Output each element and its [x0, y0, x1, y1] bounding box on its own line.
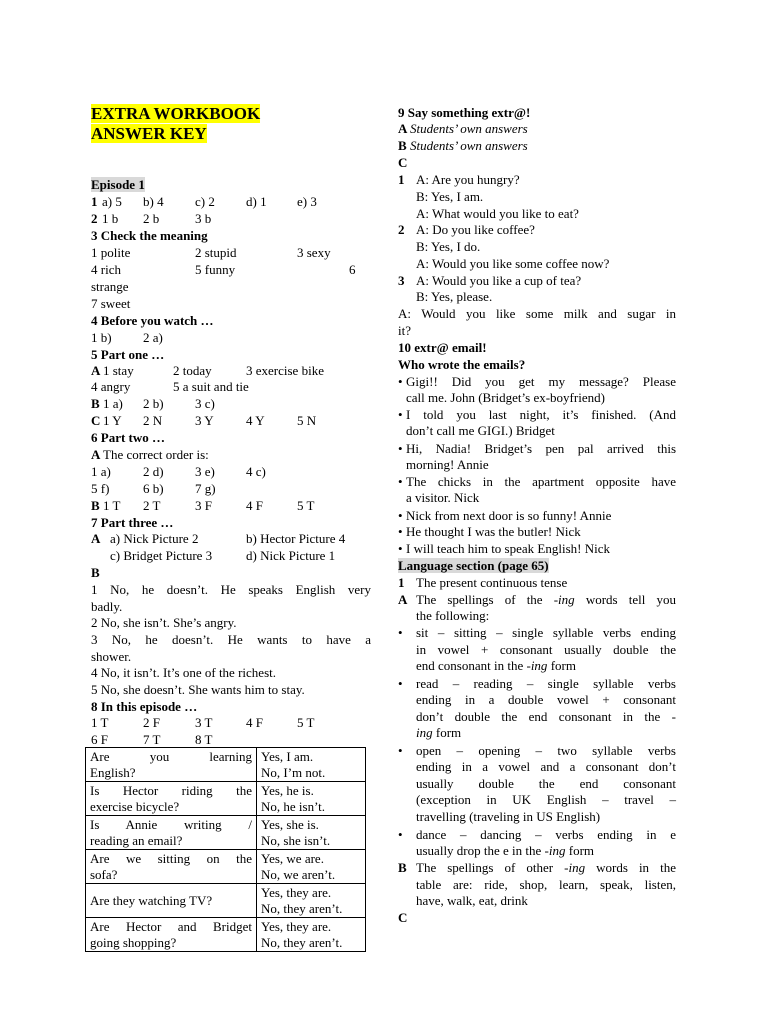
q3-heading: 3 Check the meaning: [91, 228, 208, 243]
q7-B2: 2 No, she isn’t. She’s angry.: [91, 615, 237, 630]
lang-C-label: C: [398, 910, 408, 925]
lang-item-1: 1 The present continuous tense: [398, 575, 568, 590]
q9-A: A Students’ own answers: [398, 121, 528, 136]
q10-subheading: Who wrote the emails?: [398, 357, 526, 372]
title-line-1: EXTRA WORKBOOK: [91, 104, 261, 123]
spelling-item-2: • read – reading – single syllable verbs: [398, 676, 676, 691]
bullet-icon: •: [398, 474, 403, 489]
bullet-icon: •: [398, 743, 403, 758]
q1-row: 1 a) 5 b) 4 c) 2 d) 1 e) 3: [91, 194, 317, 209]
q9-c2-line-1: 2 A: Do you like coffee?: [398, 222, 535, 237]
table-row: [86, 884, 366, 918]
spelling-item-1: • sit – sitting – single syllable verbs ending: [398, 625, 676, 640]
q6-heading: 6 Part two …: [91, 430, 166, 445]
q9-c4-line-1: A: Would you like some milk and sugar in: [398, 306, 676, 321]
table-question-cell: Are they watching TV?: [86, 884, 257, 918]
q5-B-row: B 1 a) 2 b) 3 c): [91, 396, 215, 411]
bullet-icon: •: [398, 541, 403, 556]
q7-B3-line-1: 3 No, he doesn’t. He wants to have a: [91, 632, 371, 647]
spelling-item-4: • dance – dancing – verbs ending in e: [398, 827, 676, 842]
q9-c3-line-1: 3 A: Would you like a cup of tea?: [398, 273, 582, 288]
language-section-heading: Language section (page 65): [398, 558, 549, 573]
table-question-cell: Is Annie writing / reading an email?: [86, 816, 257, 850]
table-question-cell: Is Hector riding the exercise bicycle?: [86, 782, 257, 816]
q7-A-row-1: A a) Nick Picture 2 b) Hector Picture 4: [91, 531, 346, 546]
spelling-item-3: • open – opening – two syllable verbs: [398, 743, 676, 758]
q8-heading: 8 In this episode …: [91, 699, 198, 714]
q6-A-row-2: 5 f) 6 b) 7 g): [91, 481, 216, 496]
q5-C-row: C 1 Y 2 N 3 Y 4 Y 5 N: [91, 413, 317, 428]
email-item-2: • I told you last night, it’s finished. (And: [398, 407, 676, 422]
table-row: [86, 850, 366, 884]
q2-row: 2 1 b 2 b 3 b: [91, 211, 212, 226]
q7-B5: 5 No, she doesn’t. She wants him to stay.: [91, 682, 305, 697]
table-answer-cell: Yes, they are. No, they aren’t.: [257, 884, 366, 918]
q8-row-1: 1 T 2 F 3 T 4 F 5 T: [91, 715, 315, 730]
table-row: [86, 782, 366, 816]
q7-B-label: B: [91, 565, 100, 580]
bullet-icon: •: [398, 524, 403, 539]
q9-c3-line-2: B: Yes, please.: [416, 289, 493, 304]
lang-A-line-1: A The spellings of the -ing words tell you: [398, 592, 676, 607]
q7-A-row-2: c) Bridget Picture 3 d) Nick Picture 1: [110, 548, 336, 563]
q9-c1-line-3: A: What would you like to eat?: [416, 206, 579, 221]
table-answer-cell: Yes, she is. No, she isn’t.: [257, 816, 366, 850]
table-answer-cell: Yes, he is. No, he isn’t.: [257, 782, 366, 816]
q3-row-3: 7 sweet: [91, 296, 131, 311]
q8-row-2: 6 F 7 T 8 T: [91, 732, 213, 747]
q9-C-label: C: [398, 155, 408, 170]
q5-A-row-2: 4 angry 5 a suit and tie: [91, 379, 249, 394]
table-answer-cell: Yes, I am. No, I’m not.: [257, 748, 366, 782]
episode-heading: Episode 1: [91, 177, 145, 192]
table-row: [86, 918, 366, 952]
q3-row-2b: strange: [91, 279, 129, 294]
bullet-icon: •: [398, 407, 403, 422]
q9-c4-line-2: it?: [398, 323, 411, 338]
lang-B-line-1: B The spellings of other -ing words in the: [398, 860, 676, 875]
table-answer-cell: Yes, we are. No, we aren’t.: [257, 850, 366, 884]
email-item-1: • Gigi!! Did you get my message? Please: [398, 374, 676, 389]
q4-row: 1 b) 2 a): [91, 330, 163, 345]
email-item-6: • He thought I was the butler! Nick: [398, 524, 581, 539]
q9-heading: 9 Say something extr@!: [398, 105, 531, 120]
q5-heading: 5 Part one …: [91, 347, 165, 362]
bullet-icon: •: [398, 827, 403, 842]
q10-heading: 10 extr@ email!: [398, 340, 487, 355]
email-item-7: • I will teach him to speak English! Nick: [398, 541, 610, 556]
table-question-cell: Are Hector and Bridget going shopping?: [86, 918, 257, 952]
q6-A-row-1: 1 a) 2 d) 3 e) 4 c): [91, 464, 266, 479]
bullet-icon: •: [398, 374, 403, 389]
table-question-cell: Are you learning English?: [86, 748, 257, 782]
q7-B4: 4 No, it isn’t. It’s one of the richest.: [91, 665, 276, 680]
q7-B1-line-2: badly.: [91, 599, 123, 614]
q3-row-2: 4 rich 5 funny 6: [91, 262, 356, 277]
q7-heading: 7 Part three …: [91, 515, 174, 530]
table-answer-cell: Yes, they are. No, they aren’t.: [257, 918, 366, 952]
title-line-2: ANSWER KEY: [91, 124, 207, 143]
table-question-cell: Are we sitting on the sofa?: [86, 850, 257, 884]
q6-A-intro: A The correct order is:: [91, 447, 209, 462]
q6-B-row: B 1 T 2 T 3 F 4 F 5 T: [91, 498, 315, 513]
bullet-icon: •: [398, 441, 403, 456]
q7-B3-line-2: shower.: [91, 649, 132, 664]
q9-c1-line-2: B: Yes, I am.: [416, 189, 484, 204]
table-row: [86, 816, 366, 850]
email-item-4: • The chicks in the apartment opposite have: [398, 474, 676, 489]
q7-B1-line-1: 1 No, he doesn’t. He speaks English very: [91, 582, 371, 597]
bullet-icon: •: [398, 625, 403, 640]
bullet-icon: •: [398, 676, 403, 691]
table-row: [86, 748, 366, 782]
email-item-5: • Nick from next door is so funny! Annie: [398, 508, 612, 523]
q4-heading: 4 Before you watch …: [91, 313, 214, 328]
bullet-icon: •: [398, 508, 403, 523]
q9-c1-line-1: 1 A: Are you hungry?: [398, 172, 520, 187]
answer-table: [85, 747, 366, 952]
q9-c2-line-3: A: Would you like some coffee now?: [416, 256, 610, 271]
q5-A-row-1: A 1 stay 2 today 3 exercise bike: [91, 363, 324, 378]
q9-c2-line-2: B: Yes, I do.: [416, 239, 481, 254]
email-item-3: • Hi, Nadia! Bridget’s pen pal arrived this: [398, 441, 676, 456]
q3-row-1: 1 polite 2 stupid 3 sexy: [91, 245, 331, 260]
q9-B: B Students’ own answers: [398, 138, 528, 153]
